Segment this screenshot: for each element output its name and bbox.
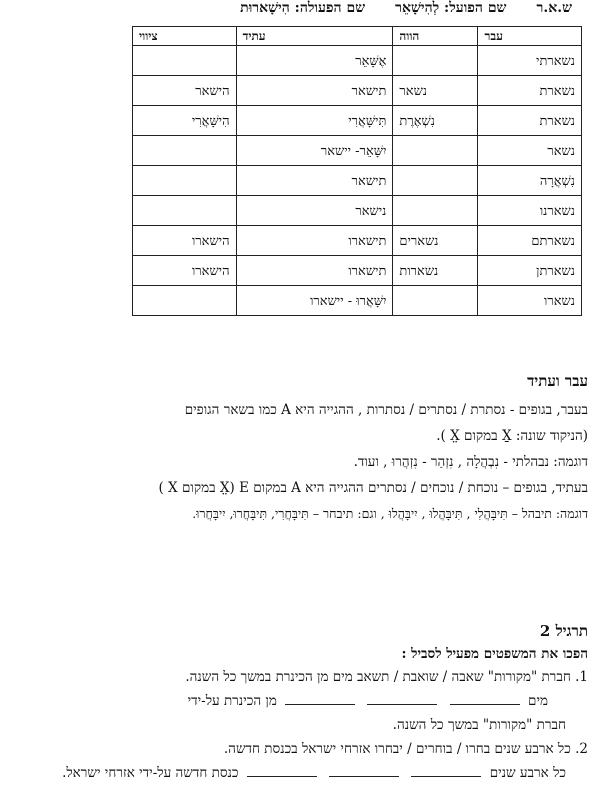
fill-line-1 [6, 689, 588, 713]
table-cell [133, 286, 237, 316]
table-cell: נשארת [478, 106, 582, 136]
fill-word: מים [528, 693, 548, 709]
fill-rest: כנסת חדשה על-ידי אזרחי ישראל. [62, 765, 239, 781]
table-cell: תישאר [236, 166, 393, 196]
table-row [133, 226, 582, 256]
table-row [133, 166, 582, 196]
table-row [133, 286, 582, 316]
blank-field[interactable] [247, 764, 317, 777]
table-row [133, 76, 582, 106]
header-future: עתיד [236, 27, 393, 46]
table-row [133, 106, 582, 136]
fill-word: כל ארבע שנים [489, 765, 566, 781]
verb-action-noun: שם הפעולה: הִישָׁארוּת [240, 0, 366, 16]
fill-rest: מן הכינרת על-ידי [187, 693, 277, 709]
blank-field[interactable] [329, 764, 399, 777]
section-title: עבר ועתיד [527, 372, 588, 390]
header-imperative: ציווי [133, 27, 237, 46]
table-cell: נשארו [478, 286, 582, 316]
table-cell [393, 46, 478, 76]
table-cell: יִשָּׁאֵר- יישאר [236, 136, 393, 166]
verb-root: ש.א.ר [536, 0, 572, 16]
table-cell: תישאר [236, 76, 393, 106]
exercise-item-2: 2. כל ארבע שנים בחרו / בוחרים / יבחרו אזרחי ישראל בכנסת חדשה. [223, 741, 588, 757]
table-row [133, 256, 582, 286]
blank-field[interactable] [367, 692, 437, 705]
table-cell [133, 46, 237, 76]
blank-field[interactable] [285, 692, 355, 705]
verb-header [140, 0, 572, 22]
table-cell: נשארתן [478, 256, 582, 286]
fill-line-2 [6, 761, 588, 785]
exercise-title: תרגיל 2 [539, 622, 588, 640]
blank-field[interactable] [450, 692, 520, 705]
table-cell: יִשָּׁאֲרוּ - יישארו [236, 286, 393, 316]
table-cell [393, 166, 478, 196]
example-line: דוגמה: תיבהל – תִּיבָּהֲלִי , תִּיבָּהֲלוּ , יִיבָּהֲלוּ , וגם: תיבחר – תִּיבָּחֲרִי, תִּיבָּחֲרוּ, יִיבָּחֲרוּ. [192, 506, 588, 521]
table-row [133, 46, 582, 76]
table-cell [133, 166, 237, 196]
table-cell [133, 196, 237, 226]
table-cell: תישארו [236, 256, 393, 286]
table-cell: הישאר [133, 76, 237, 106]
table-cell [393, 286, 478, 316]
past-future-section [6, 372, 588, 527]
table-cell: נשארים [393, 226, 478, 256]
rule-line: (הניקוד שונה: X̱ במקום X̤ ). [436, 428, 588, 444]
table-row [133, 196, 582, 226]
table-cell: נשארנו [478, 196, 582, 226]
table-header-row [133, 27, 582, 46]
exercise-instruction: הפכו את המשפטים מפעיל לסביל : [401, 646, 588, 662]
header-present: הווה [393, 27, 478, 46]
table-cell: נִשְׁאֶרֶת [393, 106, 478, 136]
table-cell: נישאר [236, 196, 393, 226]
rule-line: בעתיד, בגופים – נוכחת / נוכחים / נסתרים ההגייה היא A במקום E (X̤ במקום X ) [158, 480, 588, 496]
exercise-item-1-cont: חברת "מקורות" במשך כל השנה. [392, 717, 566, 733]
table-cell: נִשְׁאֲרָה [478, 166, 582, 196]
table-cell [133, 136, 237, 166]
conjugation-table [132, 26, 582, 316]
table-cell: נשארתם [478, 226, 582, 256]
table-cell: נשאר [478, 136, 582, 166]
exercise-item-1: 1. חברת "מקורות" שאבה / שואבת / תשאב מים מן הכינרת במשך כל השנה. [185, 669, 588, 685]
table-cell: הִישָּׁאֲרִי [133, 106, 237, 136]
table-cell: הישארו [133, 226, 237, 256]
table-cell: נשארת [478, 76, 582, 106]
table-row [133, 136, 582, 166]
blank-field[interactable] [411, 764, 481, 777]
table-cell: אֶשָּׁאֵר [236, 46, 393, 76]
table-cell: נשארות [393, 256, 478, 286]
table-cell [393, 196, 478, 226]
table-cell: נשאר [393, 76, 478, 106]
example-line: דוגמה: נבהלתי - נִבְהֲלָה , נִזְהַר - נִזְהֲרוּ , ועוד. [353, 454, 588, 470]
exercise-section [6, 622, 588, 785]
table-cell: תישארו [236, 226, 393, 256]
table-cell [393, 136, 478, 166]
table-cell: הישארו [133, 256, 237, 286]
table-cell: תִּישָּׁאֲרִי [236, 106, 393, 136]
header-past: עבר [478, 27, 582, 46]
verb-infinitive: שם הפועל: לְהִישָׁאֵר [395, 0, 507, 16]
table-cell: נשארתי [478, 46, 582, 76]
rule-line: בעבר, בגופים - נסתרת / נסתרים / נסתרות , ההגייה היא A כמו בשאר הגופים [184, 402, 588, 418]
